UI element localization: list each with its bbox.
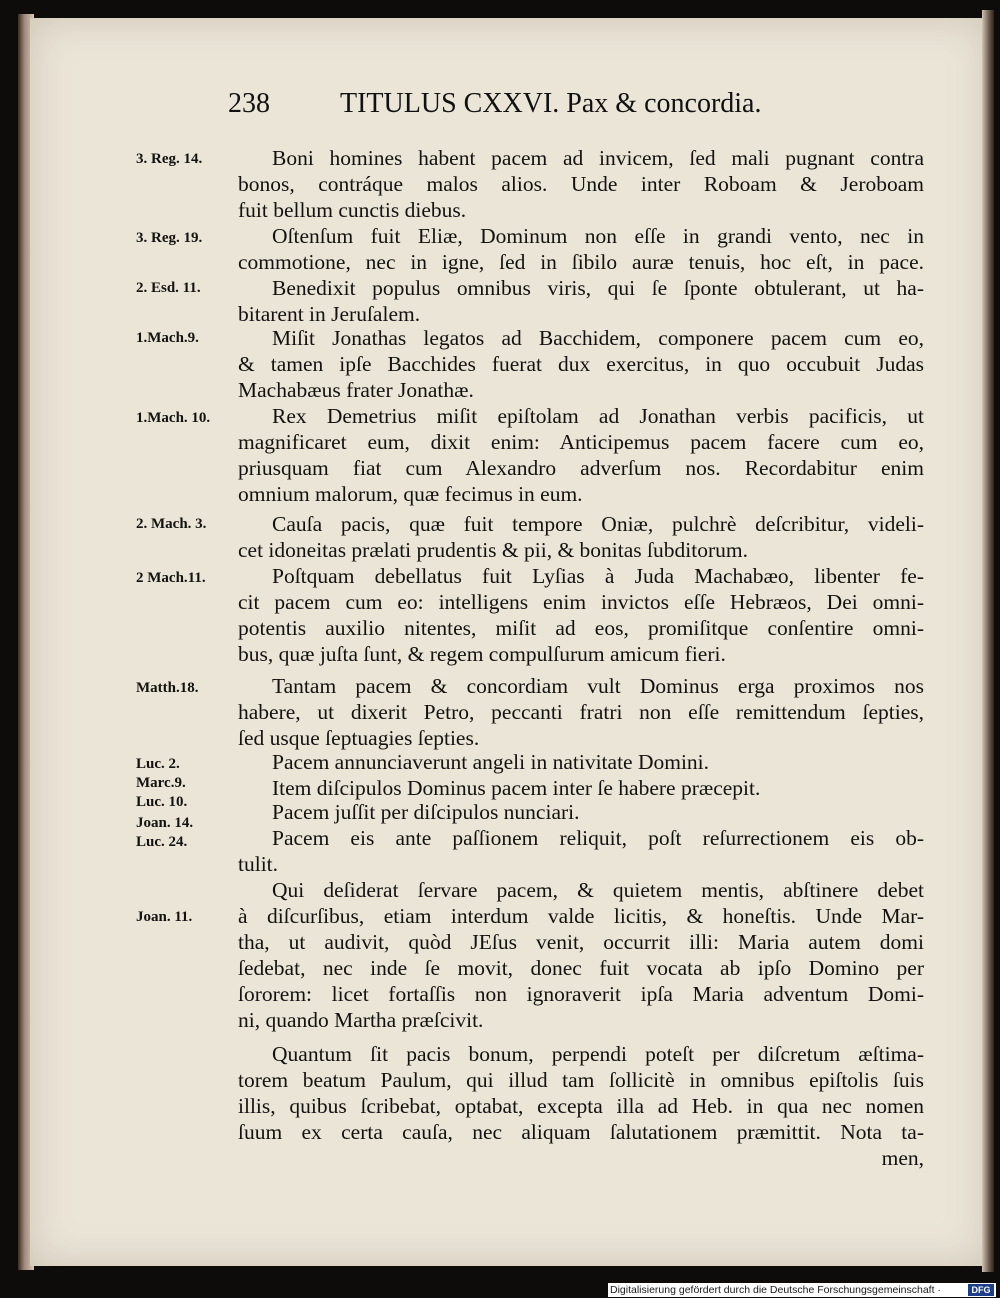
margin-note: 1.Mach. 10. bbox=[136, 410, 211, 426]
margin-note: 3. Reg. 19. bbox=[136, 230, 203, 246]
text-line: tulit. bbox=[238, 852, 279, 876]
text-line: Poſtquam debellatus fuit Lyſias à Juda Machabæo, libenter fe- bbox=[272, 564, 924, 588]
text-line: ſedebat, nec inde ſe movit, donec fuit vocata ab ipſo Domino per bbox=[238, 956, 924, 980]
margin-note: 3. Reg. 14. bbox=[136, 151, 203, 167]
text-line: ſororem: licet fortaſſis non ignoraverit ipſa Maria adventum Domi- bbox=[238, 982, 924, 1006]
margin-note: Joan. 11. bbox=[136, 909, 193, 925]
text-line: bitarent in Jeruſalem. bbox=[238, 302, 421, 326]
margin-note: Luc. 2. bbox=[136, 756, 180, 772]
text-line: illis, quibus ſcribebat, optabat, excepta illa ad Heb. in qua nec nomen bbox=[238, 1094, 924, 1118]
text-line: magnificaret eum, dixit enim: Anticipemus pacem facere cum eo, bbox=[238, 430, 924, 454]
text-line: Benedixit populus omnibus viris, qui ſe ſponte obtulerant, ut ha- bbox=[272, 276, 924, 300]
page-number: 238 bbox=[228, 88, 270, 119]
text-line: Quantum ſit pacis bonum, perpendi poteſt per diſcretum æſtima- bbox=[272, 1042, 924, 1066]
margin-note: 2. Esd. 11. bbox=[136, 280, 201, 296]
text-line: Cauſa pacis, quæ fuit tempore Oniæ, pulchrè deſcribitur, videli- bbox=[272, 512, 924, 536]
margin-note: Luc. 24. bbox=[136, 834, 188, 850]
margin-note: Joan. 14. bbox=[136, 815, 194, 831]
text-line: cet idoneitas prælati prudentis & pii, & bonitas ſubditorum. bbox=[238, 538, 748, 562]
text-line: omnium malorum, quæ fecimus in eum. bbox=[238, 482, 583, 506]
text-line: Rex Demetrius miſit epiſtolam ad Jonathan verbis pacificis, ut bbox=[272, 404, 924, 428]
text-line: priusquam fiat cum Alexandro adverſum nos. Recordabitur enim bbox=[238, 456, 924, 480]
text-line: commotione, nec in igne, ſed in ſibilo auræ tenuis, hoc eſt, in pace. bbox=[238, 250, 924, 274]
text-line: Oſtenſum fuit Eliæ, Dominum non eſſe in grandi vento, nec in bbox=[272, 224, 924, 248]
text-line: & tamen ipſe Bacchides fuerat dux exercitus, in quo occubuit Judas bbox=[238, 352, 924, 376]
text-line: à diſcurſibus, etiam interdum valde licitis, & honeſtis. Unde Mar- bbox=[238, 904, 924, 928]
text-line: Item diſcipulos Dominus pacem inter ſe habere præcepit. bbox=[272, 776, 761, 800]
text-line: ſed usque ſeptuagies ſepties. bbox=[238, 726, 480, 750]
text-line: Pacem juſſit per diſcipulos nunciari. bbox=[272, 800, 580, 824]
text-line: ſuum ex certa cauſa, nec aliquam ſalutationem præmittit. Nota ta- bbox=[238, 1120, 924, 1144]
running-title: TITULUS CXXVI. Pax & concordia. bbox=[340, 88, 762, 119]
text-line: Qui deſiderat ſervare pacem, & quietem mentis, abſtinere debet bbox=[272, 878, 924, 902]
text-line: Machabæus frater Jonathæ. bbox=[238, 378, 474, 402]
text-line: torem beatum Paulum, qui illud tam ſollicitè in omnibus epiſtolis ſuis bbox=[238, 1068, 924, 1092]
margin-note: Luc. 10. bbox=[136, 794, 188, 810]
text-line: habere, ut dixerit Petro, peccanti fratri non eſſe remittendum ſepties, bbox=[238, 700, 924, 724]
text-line: fuit bellum cunctis diebus. bbox=[238, 198, 467, 222]
margin-note: 2 Mach.11. bbox=[136, 570, 206, 586]
text-line: Pacem eis ante paſſionem reliquit, poſt reſurrectionem eis ob- bbox=[272, 826, 924, 850]
text-line: cit pacem cum eo: intelligens enim invictos eſſe Hebræos, Dei omni- bbox=[238, 590, 924, 614]
margin-note: Matth.18. bbox=[136, 680, 199, 696]
text-line: ni, quando Martha præſcivit. bbox=[238, 1008, 484, 1032]
text-line: potentis auxilio nitentes, miſit ad eos, promiſitque conſentire omni- bbox=[238, 616, 924, 640]
margin-note: 2. Mach. 3. bbox=[136, 516, 207, 532]
text-line: Boni homines habent pacem ad invicem, ſed mali pugnant contra bbox=[272, 146, 924, 170]
text-line: tha, ut audivit, quòd JEſus venit, occurrit illi: Maria autem domi bbox=[238, 930, 924, 954]
margin-note: Marc.9. bbox=[136, 775, 186, 791]
dfg-logo: DFG bbox=[968, 1284, 994, 1296]
text-line: Tantam pacem & concordiam vult Dominus erga proximos nos bbox=[272, 674, 924, 698]
text-line: Pacem annunciaverunt angeli in nativitate Domini. bbox=[272, 750, 710, 774]
text-line: bus, quæ juſta ſunt, & regem compulſurum amicum fieri. bbox=[238, 642, 726, 666]
catchword: men, bbox=[881, 1146, 924, 1170]
text-line: bonos, contráque malos alios. Unde inter Roboam & Jeroboam bbox=[238, 172, 924, 196]
margin-note: 1.Mach.9. bbox=[136, 330, 199, 346]
credit-text: Digitalisierung gefördert durch die Deutsche Forschungsgemeinschaft · bbox=[610, 1284, 941, 1296]
text-line: Miſit Jonathas legatos ad Bacchidem, componere pacem cum eo, bbox=[272, 326, 924, 350]
digitization-credit bbox=[608, 1283, 996, 1297]
